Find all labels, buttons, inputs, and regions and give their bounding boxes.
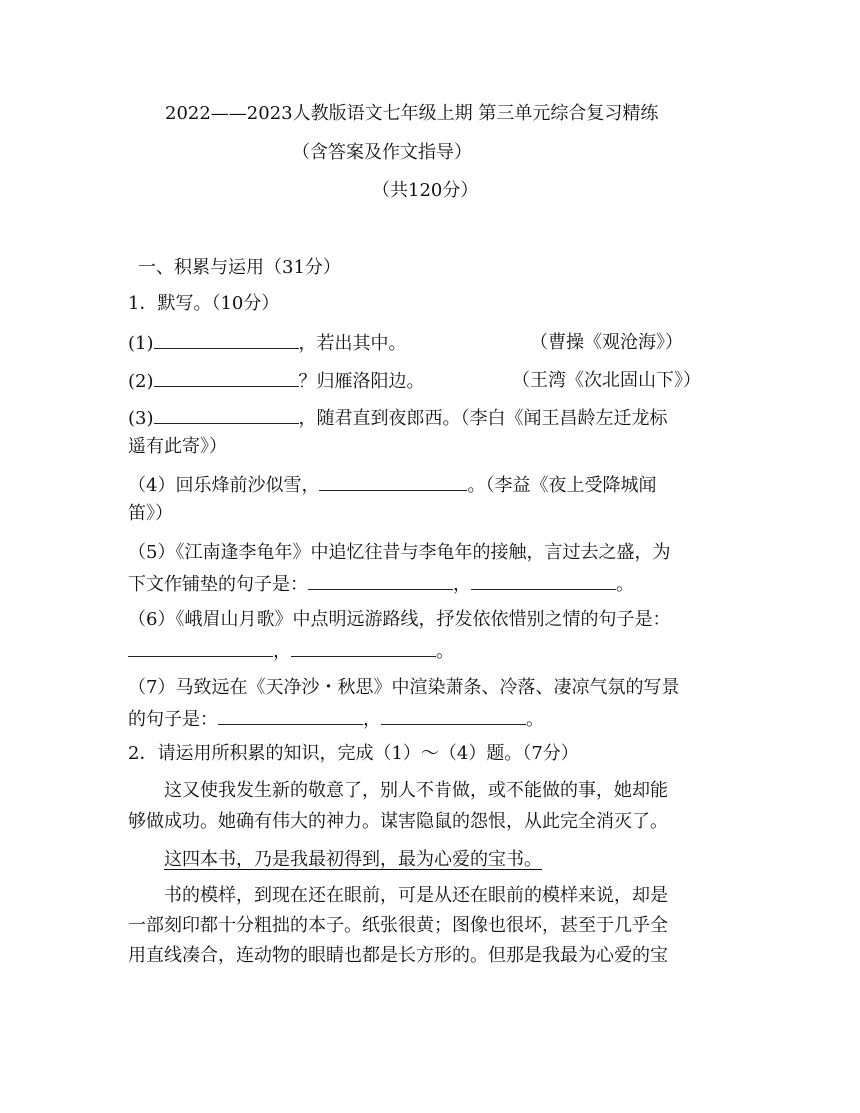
passage-line: 够做成功。她确有伟大的神力。谋害隐鼠的怨恨，从此完全消灭了。 <box>128 811 668 832</box>
answer-blank[interactable] <box>128 638 273 657</box>
answer-blank[interactable] <box>291 638 436 657</box>
passage-line: 这又使我发生新的敬意了，别人不肯做，或不能做的事，她却能 <box>164 780 668 801</box>
underlined-sentence: 这四本书，乃是我最初得到，最为心爱的宝书。 <box>164 849 542 870</box>
q1-item-7: （7）马致远在《天净沙・秋思》中渲染萧条、冷落、凄凉气氛的写景 <box>128 677 680 698</box>
period: 。 <box>436 641 454 662</box>
comma: ， <box>363 709 381 730</box>
item-number: (3) <box>128 408 154 429</box>
q1-item-2 <box>128 368 425 395</box>
q1-item-1-source: （曹操《观沧海》） <box>530 332 683 353</box>
q1-item-3-cont: 遥有此寄》） <box>128 436 227 457</box>
q1-item-2-source: （王湾《次北固山下》） <box>512 370 701 391</box>
item-text: ，随君直到夜郎西。（李白《闻王昌龄左迁龙标 <box>298 408 668 429</box>
answer-blank[interactable] <box>154 368 299 387</box>
q1-item-6: （6）《峨眉山月歌》中点明远游路线，抒发依依惜别之情的句子是： <box>128 609 671 630</box>
passage-line: 书的模样，到现在还在眼前，可是从还在眼前的模样来说，却是 <box>164 885 668 906</box>
q1-item-5: （5）《江南逢李龟年》中追忆往昔与李龟年的接触，言过去之盛，为 <box>128 542 671 563</box>
section-heading: 一、积累与运用（31分） <box>138 257 341 278</box>
answer-blank[interactable] <box>308 571 453 590</box>
q1-item-4 <box>128 472 656 499</box>
answer-blank[interactable] <box>471 571 616 590</box>
answer-blank[interactable] <box>218 706 363 725</box>
total-score: （共120分） <box>372 180 479 201</box>
page-title: 2022——2023人教版语文七年级上期 第三单元综合复习精练 <box>165 103 659 124</box>
question-2-heading: 2．请运用所积累的知识，完成（1）～（4）题。（7分） <box>128 743 579 764</box>
passage-line: 一部刻印都十分粗拙的本子。纸张很黄；图像也很坏，甚至于几乎全 <box>128 915 668 936</box>
comma: ， <box>453 574 471 595</box>
q1-item-5-line2 <box>128 571 634 598</box>
period: 。 <box>526 709 544 730</box>
q1-item-3 <box>128 405 668 432</box>
question-1-heading: 1．默写。（10分） <box>128 293 280 314</box>
q1-item-4-cont: 笛》） <box>128 503 173 524</box>
comma: ， <box>273 641 291 662</box>
item-number: (1) <box>128 333 154 354</box>
passage-line: 用直线凑合，连动物的眼睛也都是长方形的。但那是我最为心爱的宝 <box>128 945 668 966</box>
answer-blank[interactable] <box>319 472 467 491</box>
item-text: ，若出其中。 <box>298 333 407 354</box>
q1-item-7-line2 <box>128 706 544 733</box>
q1-item-6-line2 <box>128 638 454 665</box>
q1-item-1 <box>128 330 407 357</box>
answer-blank[interactable] <box>154 405 299 424</box>
period: 。 <box>616 574 634 595</box>
item-text: ？归雁洛阳边。 <box>298 371 425 392</box>
page-subtitle: （含答案及作文指导） <box>292 142 472 163</box>
item-text: （4）回乐烽前沙似雪， <box>128 475 320 496</box>
item-text: 的句子是： <box>128 709 218 730</box>
answer-blank[interactable] <box>381 706 526 725</box>
answer-blank[interactable] <box>154 330 299 349</box>
item-tail: 。（李益《夜上受降城闻 <box>467 475 657 496</box>
item-text: 下文作铺垫的句子是： <box>128 574 308 595</box>
item-number: (2) <box>128 371 154 392</box>
